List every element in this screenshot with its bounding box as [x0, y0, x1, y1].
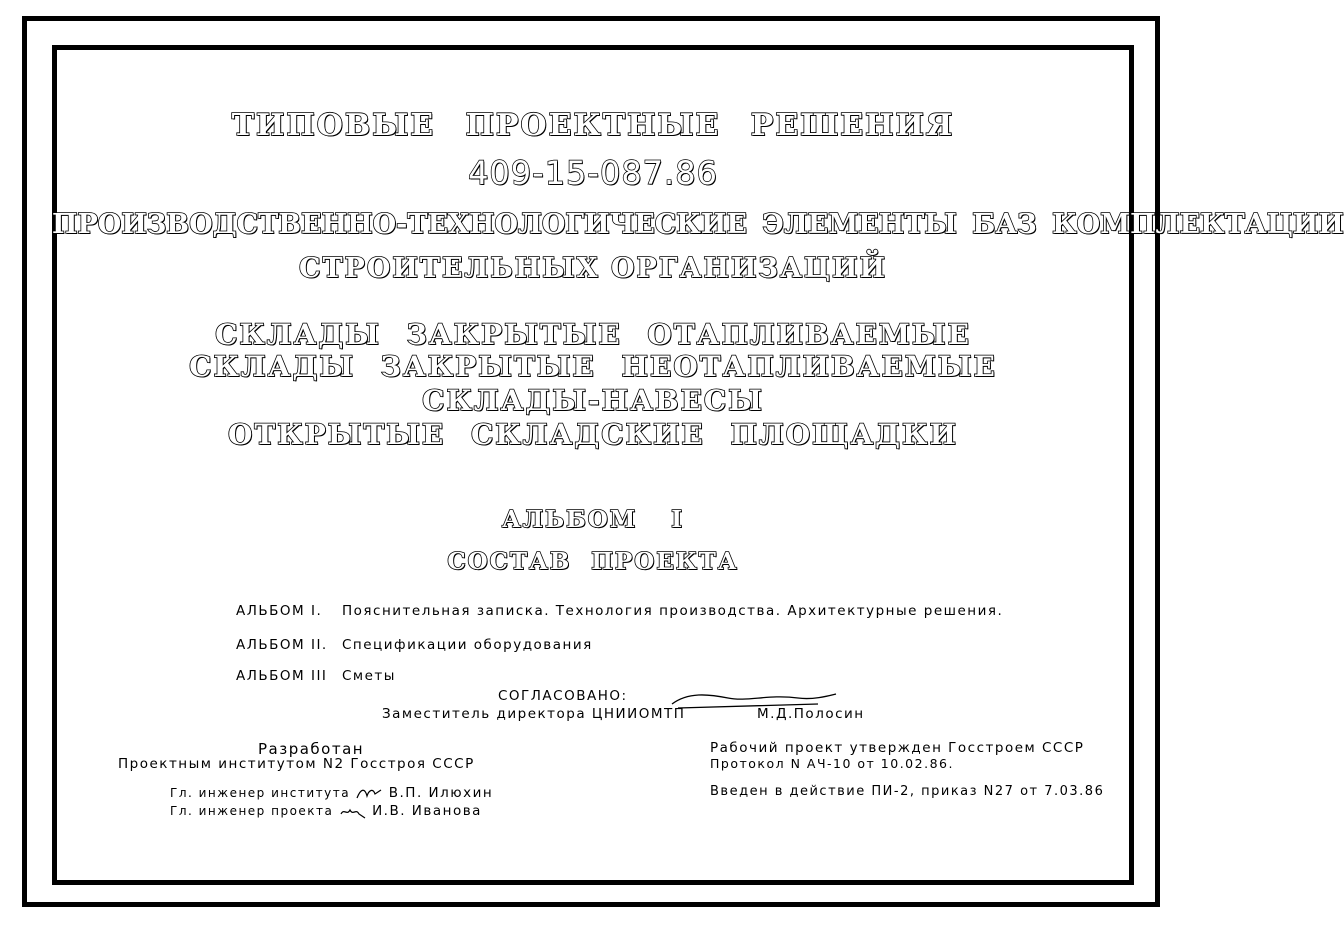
title-line-3: ПРОИЗВОДСТВЕННО-ТЕХНОЛОГИЧЕСКИЕ ЭЛЕМЕНТЫ БАЗ КОМПЛЕКТАЦИИ — [52, 209, 1344, 240]
chief-project-row — [170, 803, 482, 820]
developed-heading: Разработан — [258, 740, 365, 758]
chief-institute-row — [170, 785, 493, 802]
album-text: Сметы — [342, 668, 396, 684]
signature-iliukhin — [355, 786, 383, 802]
album-label: АЛЬБОМ III — [236, 668, 328, 684]
chief-project-label: Гл. инженер проекта — [170, 804, 334, 818]
approval-line-3: Введен в действие ПИ-2, приказ N27 от 7.03.86 — [710, 784, 1105, 799]
album-item — [236, 603, 1003, 619]
agreed-position: Заместитель директора ЦНИИОМТП — [382, 706, 686, 722]
signature-ivanova — [339, 804, 367, 820]
album-label: АЛЬБОМ II. — [236, 637, 328, 653]
album-text: Пояснительная записка. Технология производства. Архитектурные решения. — [342, 603, 1004, 619]
approval-line-2: Протокол N АЧ-10 от 10.02.86. — [710, 756, 954, 771]
album-item — [236, 637, 593, 653]
album-text: Спецификации оборудования — [342, 637, 593, 653]
chief-project-name: И.В. Иванова — [372, 803, 482, 819]
subject-open-storage: ОТКРЫТЫЕ СКЛАДСКИЕ ПЛОЩАДКИ — [228, 418, 958, 451]
subject-heated-warehouses: СКЛАДЫ ЗАКРЫТЫЕ ОТАПЛИВАЕМЫЕ — [215, 318, 971, 351]
title-line-1: ТИПОВЫЕ ПРОЕКТНЫЕ РЕШЕНИЯ — [231, 108, 955, 143]
album-item — [236, 668, 396, 684]
album-heading: АЛЬБОМ I — [502, 506, 684, 533]
title-line-4: СТРОИТЕЛЬНЫХ ОРГАНИЗАЦИЙ — [298, 253, 888, 284]
composition-heading: СОСТАВ ПРОЕКТА — [447, 548, 739, 575]
subject-unheated-warehouses: СКЛАДЫ ЗАКРЫТЫЕ НЕОТАПЛИВАЕМЫЕ — [189, 350, 997, 383]
developed-org: Проектным институтом N2 Госстроя СССР — [118, 756, 475, 772]
project-number: 409-15-087.86 — [468, 154, 718, 192]
chief-institute-label: Гл. инженер института — [170, 786, 351, 800]
approval-line-1: Рабочий проект утвержден Госстроем СССР — [710, 740, 1085, 756]
agreed-heading: СОГЛАСОВАНО: — [498, 688, 628, 704]
album-label: АЛЬБОМ I. — [236, 603, 323, 619]
chief-institute-name: В.П. Илюхин — [388, 785, 494, 801]
agreed-name: М.Д.Полосин — [757, 706, 865, 722]
subject-sheds: СКЛАДЫ-НАВЕСЫ — [422, 384, 764, 417]
